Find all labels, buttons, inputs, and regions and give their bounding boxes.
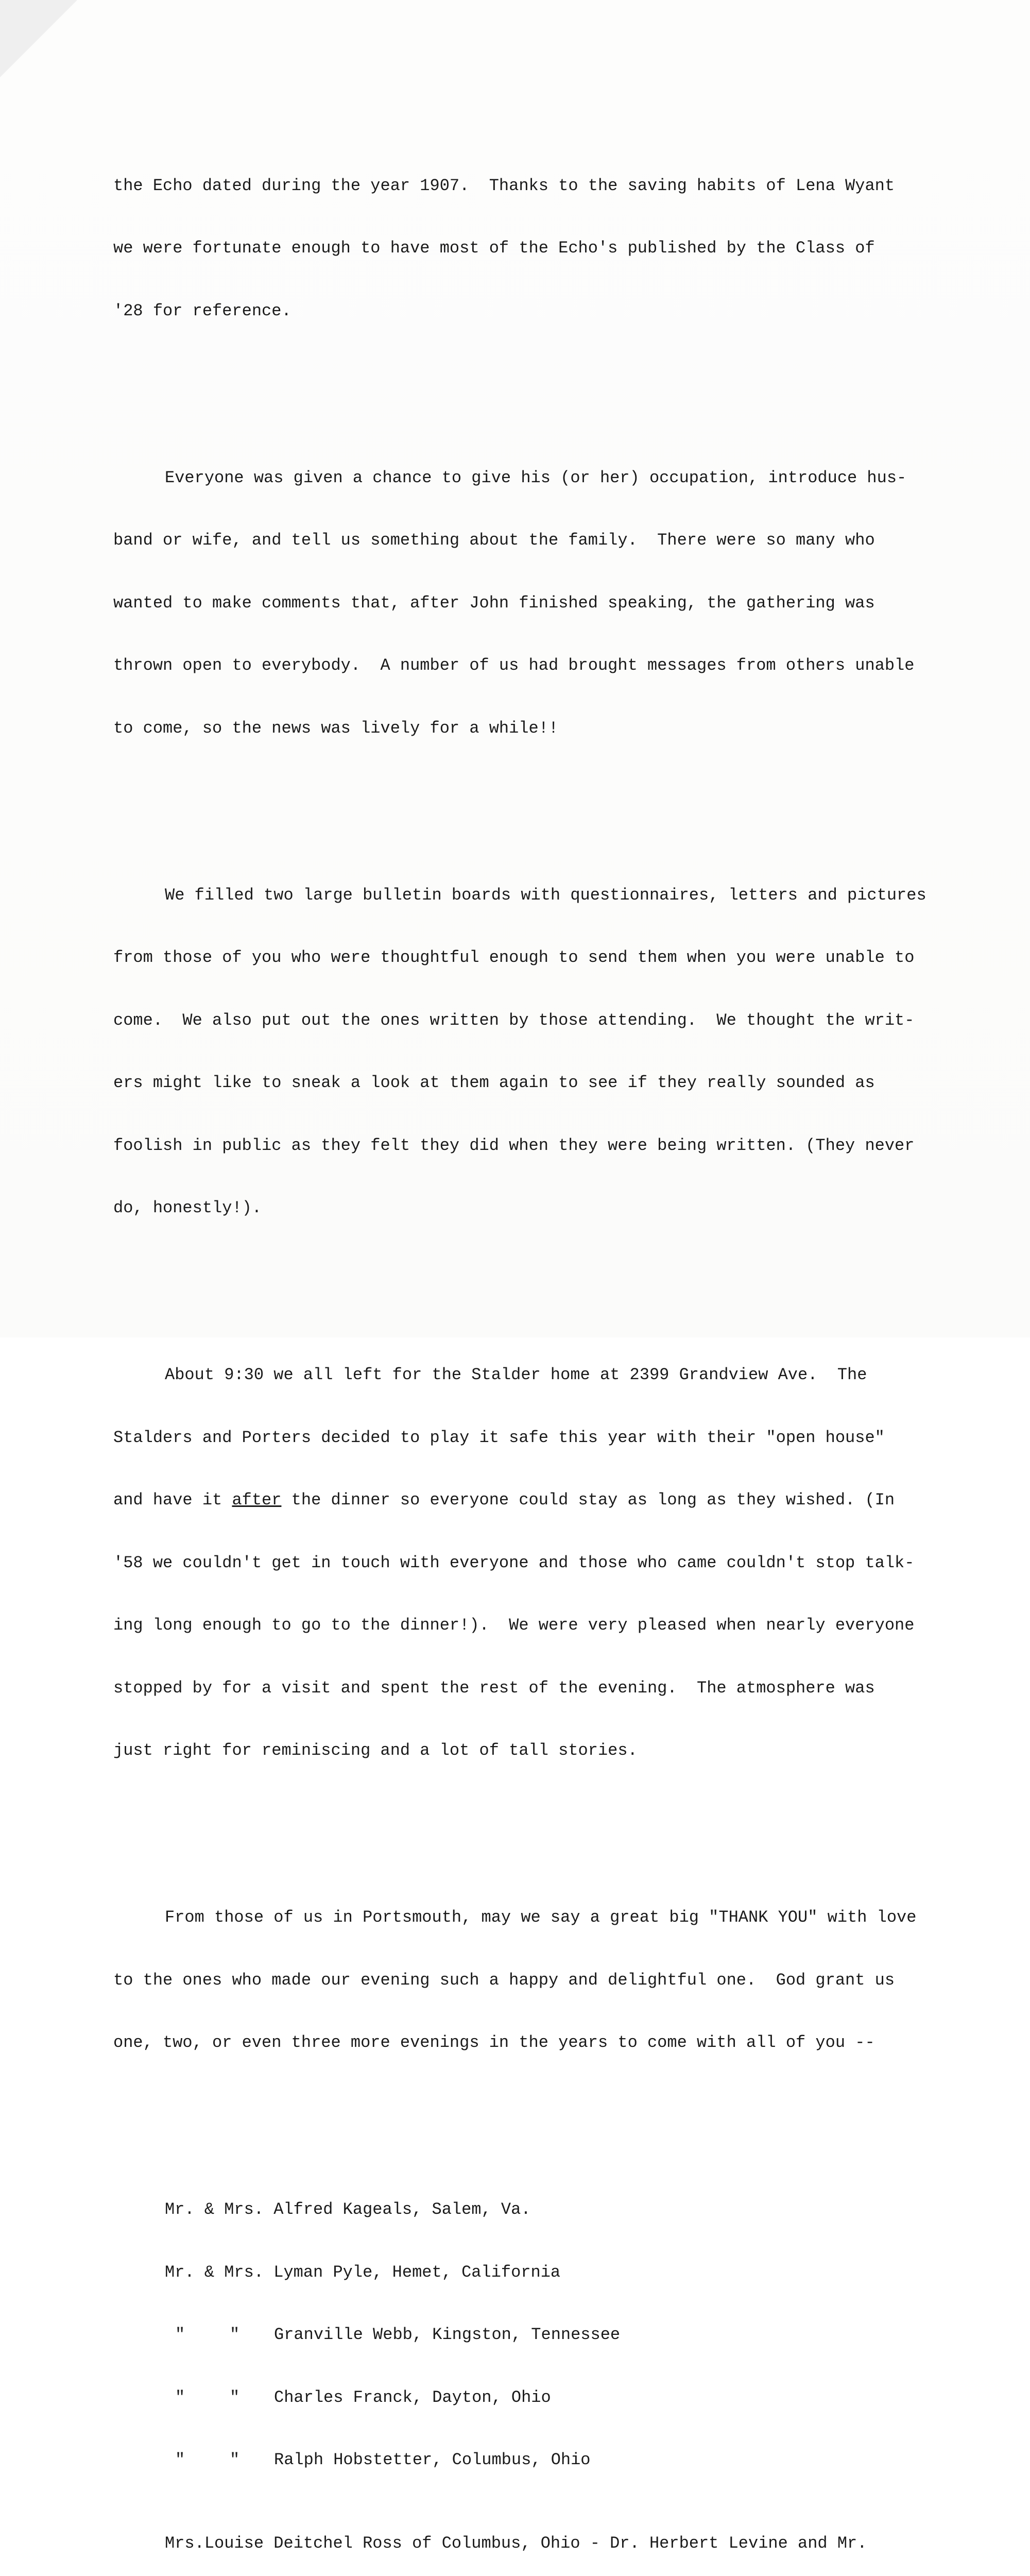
text-line: thrown open to everybody. A number of us had brought messages from others unable	[113, 656, 915, 675]
paragraph-echo	[113, 134, 958, 364]
text-line: to the ones who made our evening such a happy and delightful one. God grant us	[113, 1970, 895, 1990]
text-fragment: the dinner so everyone could stay as long as they wished. (In	[281, 1490, 895, 1510]
ditto-mark: "	[230, 2325, 240, 2344]
text-line: '28 for reference.	[113, 301, 291, 320]
list-item	[113, 2262, 958, 2283]
list-item-title: Mr. & Mrs.	[165, 2200, 264, 2219]
text-line: from those of you who were thoughtful enough to send them when you were unable to	[113, 948, 915, 967]
text-fragment: and have it	[113, 1490, 232, 1510]
list-item-title: Mr. & Mrs.	[165, 2262, 264, 2282]
text-line: stopped by for a visit and spent the rest of the evening. The atmosphere was	[113, 1678, 875, 1698]
ditto-mark: "	[230, 2387, 240, 2407]
text-line: ers might like to sneak a look at them again to see if they really sounded as	[113, 1073, 875, 1092]
text-line: one, two, or even three more evenings in the years to come with all of you --	[113, 2033, 875, 2052]
text-line: do, honestly!).	[113, 1198, 262, 1217]
text-line: come. We also put out the ones written by those attending. We thought the writ-	[113, 1010, 915, 1030]
list-item-text: Ralph Hobstetter, Columbus, Ohio	[274, 2450, 591, 2469]
text-line: wanted to make comments that, after John finished speaking, the gathering was	[113, 593, 875, 613]
text-line: to come, so the news was lively for a while!!	[113, 718, 559, 738]
text-line: Everyone was given a chance to give his (or her) occupation, introduce hus-	[165, 468, 907, 487]
paragraph-stalder-home	[113, 1323, 958, 1803]
list-item	[113, 2199, 958, 2221]
text-line: foolish in public as they felt they did when they were being written. (They never	[113, 1136, 915, 1155]
text-line: '58 we couldn't get in touch with everyone and those who came couldn't stop talk-	[113, 1553, 915, 1572]
underlined-word: after	[232, 1490, 282, 1510]
list-item	[113, 2450, 958, 2471]
text-line: About 9:30 we all left for the Stalder home at 2399 Grandview Ave. The	[165, 1365, 867, 1384]
text-line: We filled two large bulletin boards with questionnaires, letters and pictures	[165, 885, 926, 905]
paragraph-thank-you	[113, 1866, 958, 2095]
text-line	[113, 1490, 958, 1511]
folded-corner	[0, 0, 77, 77]
list-item: Mrs.Louise Deitchel Ross of Columbus, Ohio - Dr. Herbert Levine and Mr.	[165, 2534, 867, 2553]
text-line: Stalders and Porters decided to play it safe this year with their "open house"	[113, 1428, 885, 1447]
list-item	[113, 2325, 958, 2346]
text-line: we were fortunate enough to have most of the Echo's published by the Class of	[113, 239, 875, 258]
text-line: band or wife, and tell us something about the family. There were so many who	[113, 531, 875, 550]
paragraph-occupation	[113, 426, 958, 781]
list-item-text: Alfred Kageals, Salem, Va.	[273, 2200, 531, 2219]
text-line: just right for reminiscing and a lot of tall stories.	[113, 1741, 638, 1760]
ditto-mark: "	[175, 2450, 185, 2469]
ditto-mark: "	[175, 2387, 185, 2407]
list-item-text: Lyman Pyle, Hemet, California	[273, 2262, 561, 2282]
list-item-text: Granville Webb, Kingston, Tennessee	[274, 2325, 621, 2344]
paragraph-bulletin-boards	[113, 843, 958, 1261]
ditto-mark: "	[230, 2450, 240, 2469]
text-line: From those of us in Portsmouth, may we say a great big "THANK YOU" with love	[165, 1908, 917, 1927]
text-line: ing long enough to go to the dinner!). We were very pleased when nearly everyone	[113, 1616, 915, 1635]
ditto-mark: "	[175, 2325, 185, 2344]
list-item-text: Charles Franck, Dayton, Ohio	[274, 2387, 551, 2407]
letter-body	[113, 71, 958, 2576]
text-line: the Echo dated during the year 1907. Thanks to the saving habits of Lena Wyant	[113, 176, 895, 195]
list-item	[113, 2387, 958, 2409]
attendee-list	[113, 2158, 958, 2576]
